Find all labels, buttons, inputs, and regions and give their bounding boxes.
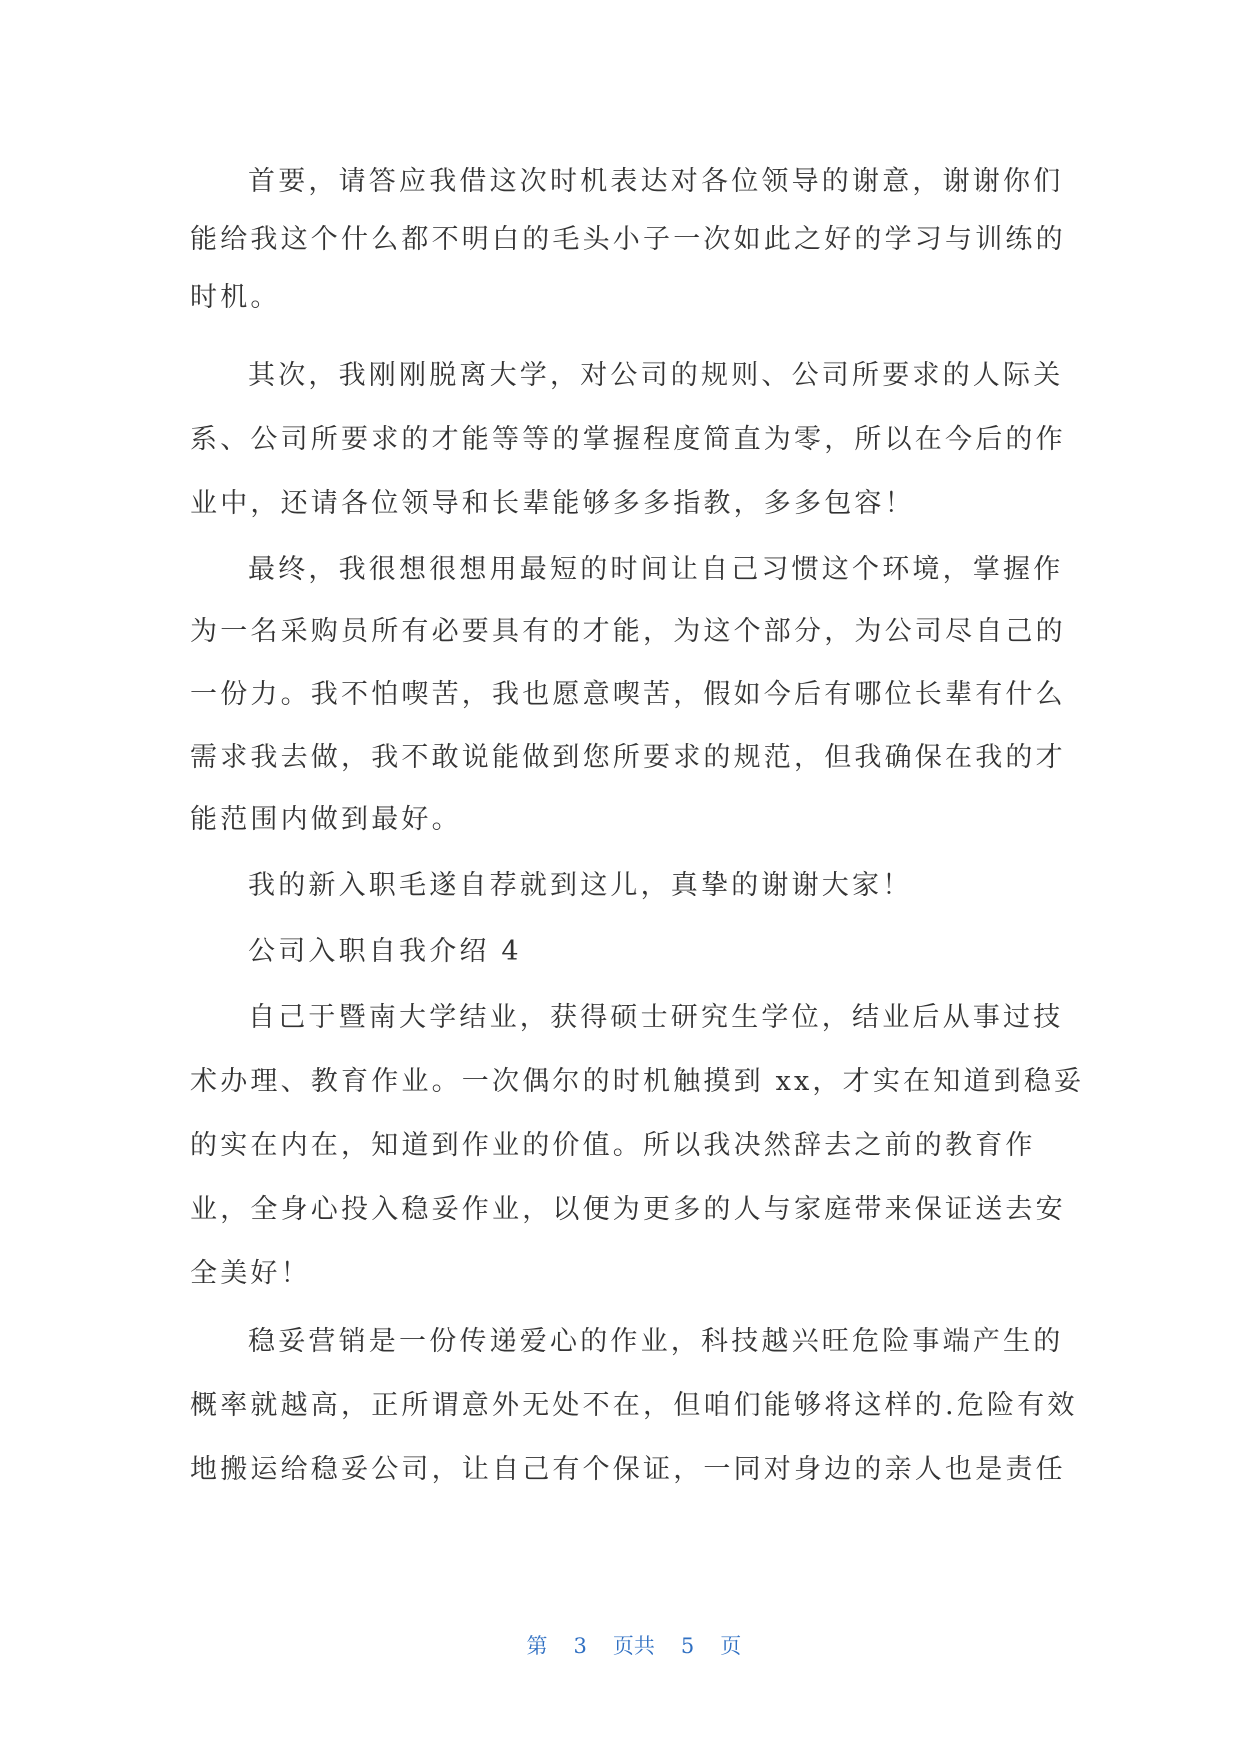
body-line: 自己于暨南大学结业，获得硕士研究生学位，结业后从事过技 [248,1002,1064,1033]
body-line: 首要，请答应我借这次时机表达对各位领导的谢意，谢谢你们 [248,166,1064,197]
body-line: 一份力。我不怕喫苦，我也愿意喫苦，假如今后有哪位长辈有什么 [190,679,1066,710]
body-line: 能范围内做到最好。 [190,804,462,835]
body-line: 最终，我很想很想用最短的时间让自己习惯这个环境，掌握作 [248,554,1064,585]
body-line: 的实在内在，知道到作业的价值。所以我决然辞去之前的教育作 [190,1130,1036,1161]
body-line: 术办理、教育作业。一次偶尔的时机触摸到 xx，才实在知道到稳妥 [190,1066,1085,1097]
body-line: 我的新入职毛遂自荐就到这儿，真挚的谢谢大家！ [248,870,913,901]
body-line: 地搬运给稳妥公司，让自己有个保证，一同对身边的亲人也是责任 [190,1454,1066,1485]
body-line: 业，全身心投入稳妥作业，以便为更多的人与家庭带来保证送去安 [190,1194,1066,1225]
body-line: 需求我去做，我不敢说能做到您所要求的规范，但我确保在我的才 [190,742,1066,773]
footer-middle: 页共 [612,1634,655,1658]
body-line: 时机。 [190,282,281,313]
body-line: 全美好！ [190,1258,311,1289]
footer-suffix: 页 [720,1634,742,1658]
body-line: 系、公司所要求的才能等等的掌握程度简直为零，所以在今后的作 [190,424,1066,455]
body-line: 为一名采购员所有必要具有的才能，为这个部分，为公司尽自己的 [190,616,1066,647]
section-heading: 公司入职自我介绍 4 [248,936,522,967]
body-line: 概率就越高，正所谓意外无处不在，但咱们能够将这样的.危险有效 [190,1390,1078,1421]
body-line: 能给我这个什么都不明白的毛头小子一次如此之好的学习与训练的 [190,224,1066,255]
body-line: 业中，还请各位领导和长辈能够多多指教，多多包容！ [190,488,915,519]
total-pages-number: 5 [680,1634,695,1658]
current-page-number: 3 [573,1634,587,1658]
body-line: 稳妥营销是一份传递爱心的作业，科技越兴旺危险事端产生的 [248,1326,1064,1357]
page-footer [0,1604,1241,1688]
footer-prefix: 第 [526,1634,548,1658]
body-line: 其次，我刚刚脱离大学，对公司的规则、公司所要求的人际关 [248,360,1064,391]
